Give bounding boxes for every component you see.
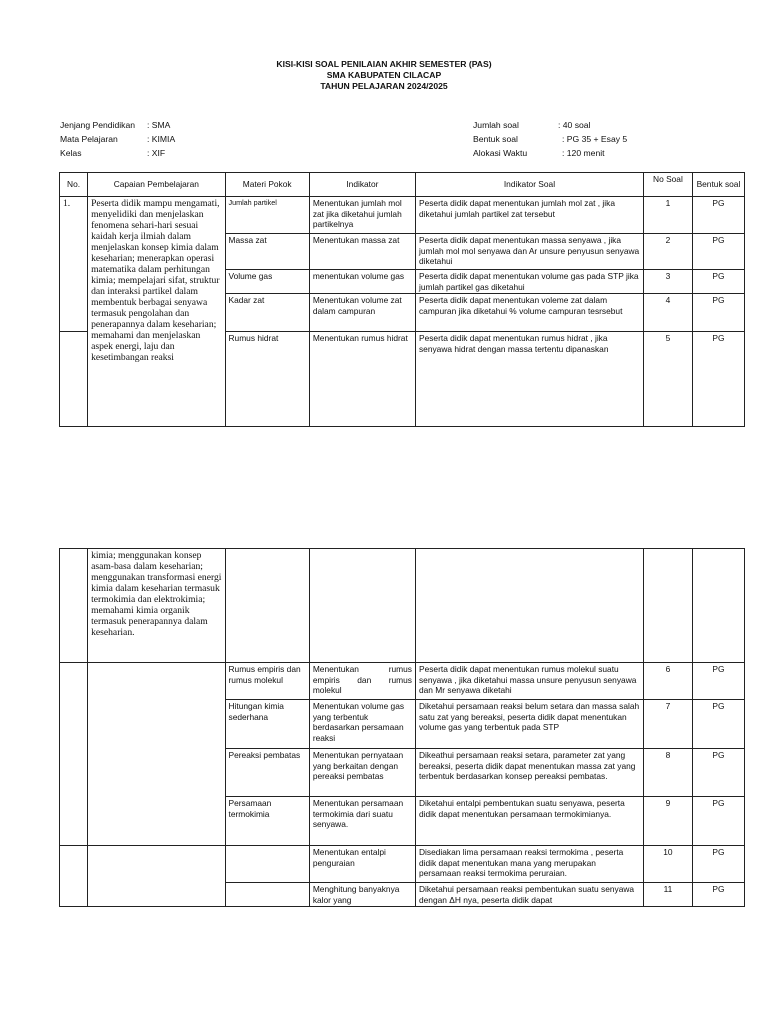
bentuk-soal: PG <box>692 234 744 270</box>
bentuk-soal: PG <box>692 846 744 883</box>
capaian-empty <box>88 846 225 907</box>
indikator-soal: Dikeathui persamaan reaksi setara, parameter zat yang bereaksi, peserta didik dapat menentukan massa zat yang terbentuk berdasarkan konsep pereaksi pembatas. <box>415 749 643 797</box>
table-row <box>60 549 745 663</box>
materi-pokok <box>225 846 309 883</box>
bentuk-soal: PG <box>692 883 744 907</box>
materi-pokok: Volume gas <box>225 270 309 294</box>
indikator: menentukan volume gas <box>309 270 415 294</box>
alokasi-label: Alokasi Waktu <box>473 148 528 158</box>
bentuk-soal: PG <box>692 332 744 427</box>
indikator-soal: Peserta didik dapat menentukan rumus hidrat , jika senyawa hidrat dengan massa tertentu dipanaskan <box>415 332 643 427</box>
indikator: Menentukan persamaan termokimia dari suatu senyawa. <box>309 797 415 846</box>
capaian-pembelajaran-continued: kimia; menggunakan konsep asam-basa dalam keseharian; menggunakan transformasi energi kimia dalam keseharian termasuk termokimia dan elektrokimia; memahami kimia organik termasuk penerapannya dalam keseharian. <box>88 549 225 663</box>
indikator: Menentukan jumlah mol zat jika diketahui jumlah partikelnya <box>309 197 415 234</box>
no-soal <box>643 549 692 663</box>
indikator: Menghitung banyaknya kalor yang <box>309 883 415 907</box>
header-capaian: Capaian Pembelajaran <box>88 173 225 197</box>
bentuk-soal: PG <box>692 663 744 700</box>
no-soal: 6 <box>643 663 692 700</box>
indikator: Menentukan rumus hidrat <box>309 332 415 427</box>
indikator-soal: Diketahui entalpi pembentukan suatu senyawa, peserta didik dapat menentukan persamaan termokimianya. <box>415 797 643 846</box>
indikator-soal: Peserta didik dapat menentukan rumus molekul suatu senyawa , jika diketahui massa unsure penyusun senyawa dan Mr senyawa diketahi <box>415 663 643 700</box>
bentuk-soal <box>692 549 744 663</box>
indikator: Menentukan volume zat dalam campuran <box>309 294 415 332</box>
no-soal: 1 <box>643 197 692 234</box>
row-number-empty <box>60 663 88 846</box>
row-number-empty <box>60 332 88 427</box>
kelas-value: : XIF <box>147 148 166 158</box>
no-soal: 9 <box>643 797 692 846</box>
indikator <box>309 549 415 663</box>
header-indikator-soal: Indikator Soal <box>415 173 643 197</box>
no-soal: 8 <box>643 749 692 797</box>
indikator: Menentukan rumus empiris dan rumus molekul <box>309 663 415 700</box>
materi-pokok: Jumlah partikel <box>225 197 309 234</box>
header-indikator: Indikator <box>309 173 415 197</box>
document-title-1: KISI-KISI SOAL PENILAIAN AKHIR SEMESTER (PAS) <box>276 59 492 69</box>
bentuk-soal: PG <box>692 797 744 846</box>
bentuk-soal: PG <box>692 197 744 234</box>
document-title-2: SMA KABUPATEN CILACAP <box>326 70 442 80</box>
alokasi-value: : 120 menit <box>562 148 605 158</box>
materi-pokok: Rumus hidrat <box>225 332 309 427</box>
table-header-row <box>60 173 745 197</box>
indikator: Menentukan massa zat <box>309 234 415 270</box>
materi-pokok: Kadar zat <box>225 294 309 332</box>
no-soal: 10 <box>643 846 692 883</box>
jenjang-label: Jenjang Pendidikan <box>60 120 136 130</box>
header-bentuk: Bentuk soal <box>692 173 744 197</box>
document-title-3: TAHUN PELAJARAN 2024/2025 <box>320 81 448 91</box>
row-number-empty <box>60 846 88 907</box>
header-materi: Materi Pokok <box>225 173 309 197</box>
indikator-soal <box>415 549 643 663</box>
header-no-soal: No Soal <box>643 173 692 197</box>
row-number: 1. <box>60 197 88 332</box>
capaian-empty <box>88 663 225 846</box>
mapel-value: : KIMIA <box>147 134 176 144</box>
no-soal: 11 <box>643 883 692 907</box>
no-soal: 3 <box>643 270 692 294</box>
jumlah-label: Jumlah soal <box>473 120 519 130</box>
indikator-soal: Peserta didik dapat menentukan massa senyawa , jika jumlah mol mol senyawa dan Ar unsure penyusun senyawa diketahui <box>415 234 643 270</box>
row-number-empty <box>60 549 88 663</box>
jumlah-value: : 40 soal <box>558 120 591 130</box>
indikator: Menentukan pernyataan yang berkaitan dengan pereaksi pembatas <box>309 749 415 797</box>
header-no: No. <box>60 173 88 197</box>
capaian-pembelajaran: Peserta didik mampu mengamati, menyelidiki dan menjelaskan fenomena sehari-hari sesuai kaidah kerja ilmiah dalam menjelaskan konsep kimia dalam keseharian; menerapkan operasi matematika dalam perhitungan kimia; mempelajari sifat, struktur dan interaksi partikel dalam membentuk berbagai senyawa termasuk pengolahan dan penerapannya dalam keseharian; memahami dan menjelaskan aspek energi, laju dan kesetimbangan reaksi <box>88 197 225 427</box>
indikator-soal: Peserta didik dapat menentukan voleme zat dalam campuran jika diketahui % volume campuran tesrsebut <box>415 294 643 332</box>
materi-pokok <box>225 549 309 663</box>
mapel-label: Mata Pelajaran <box>60 134 118 144</box>
bentuk-label: Bentuk soal <box>473 134 518 144</box>
bentuk-soal: PG <box>692 700 744 749</box>
materi-pokok: Persamaan termokimia <box>225 797 309 846</box>
indikator: Menentukan entalpi penguraian <box>309 846 415 883</box>
bentuk-soal: PG <box>692 294 744 332</box>
indikator-soal: Peserta didik dapat menentukan volume gas pada STP jika jumlah partikel gas diketahui <box>415 270 643 294</box>
indikator-soal: Diketahui persamaan reaksi pembentukan suatu senyawa dengan ΔH nya, peserta didik dapat <box>415 883 643 907</box>
indikator-soal: Diketahui persamaan reaksi belum setara dan massa salah satu zat yang bereaksi, peserta didik dapat menentukan volume gas yang terbentuk pada STP <box>415 700 643 749</box>
no-soal: 5 <box>643 332 692 427</box>
indikator-soal: Peserta didik dapat menentukan jumlah mol zat , jika diketahui jumlah partikel zat tersebut <box>415 197 643 234</box>
indikator: Menentukan volume gas yang terbentuk berdasarkan persamaan reaksi <box>309 700 415 749</box>
bentuk-soal: PG <box>692 270 744 294</box>
table-row <box>60 846 745 883</box>
materi-pokok <box>225 883 309 907</box>
materi-pokok: Pereaksi pembatas <box>225 749 309 797</box>
materi-pokok: Massa zat <box>225 234 309 270</box>
kisi-kisi-table-2 <box>59 548 745 907</box>
kelas-label: Kelas <box>60 148 82 158</box>
no-soal: 7 <box>643 700 692 749</box>
jenjang-value: : SMA <box>147 120 171 130</box>
bentuk-value: : PG 35 + Esay 5 <box>562 134 628 144</box>
materi-pokok: Hitungan kimia sederhana <box>225 700 309 749</box>
kisi-kisi-table-1 <box>59 172 745 427</box>
table-row <box>60 197 745 234</box>
table-row <box>60 663 745 700</box>
no-soal: 4 <box>643 294 692 332</box>
materi-pokok: Rumus empiris dan rumus molekul <box>225 663 309 700</box>
no-soal: 2 <box>643 234 692 270</box>
indikator-soal: Disediakan lima persamaan reaksi termokima , peserta didik dapat menentukan mana yang merupakan persamaan reaksi termokima peruraian. <box>415 846 643 883</box>
bentuk-soal: PG <box>692 749 744 797</box>
